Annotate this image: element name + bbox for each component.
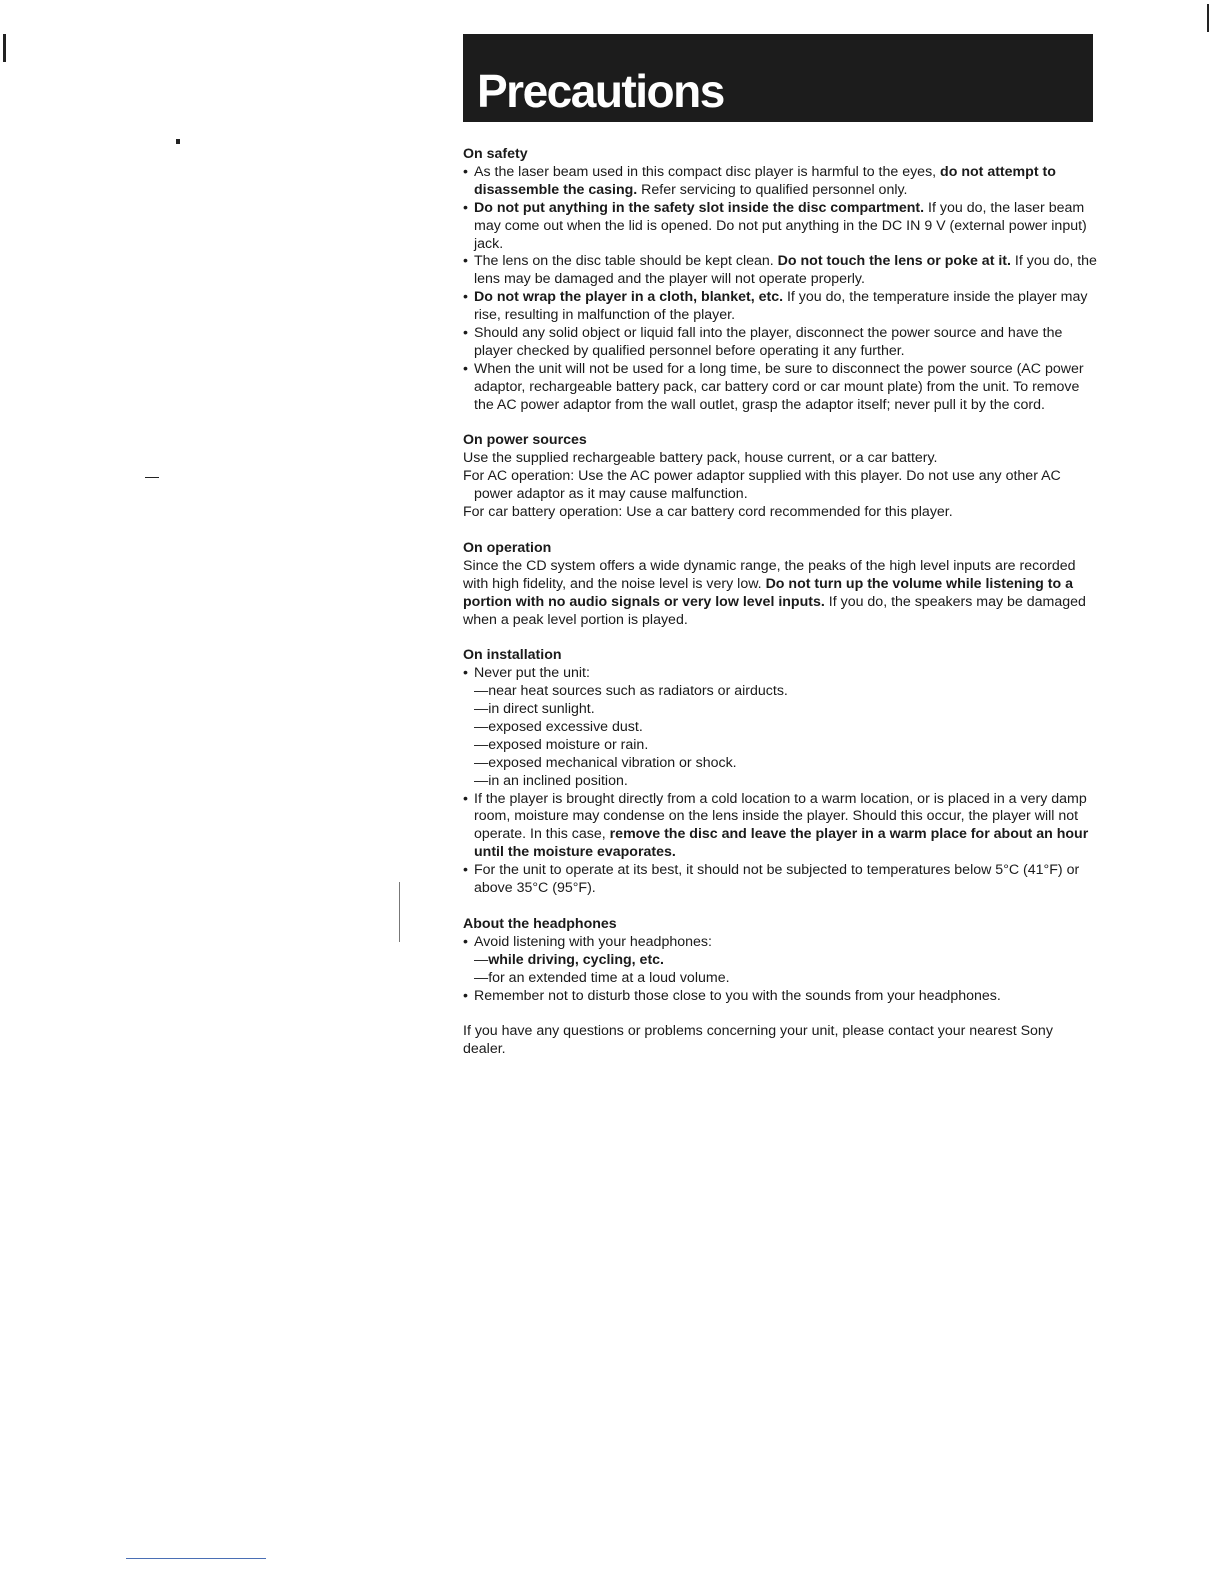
list-item: • Never put the unit: [463,665,1103,683]
list-item: • If the player is brought directly from a cold location to a warm location, or is placed in a very damp room, moisture may condense on the lens inside the player. Should this occur, the player will not operate. In this case, remove the disc and leave the player in a warm place for about an hour until the moisture evaporates. [463,791,1103,863]
section-power-sources [463,432,1103,522]
dash-item: — exposed mechanical vibration or shock. [463,755,1103,773]
section-heading: On power sources [463,432,587,449]
scan-mark [145,477,159,478]
scan-mark [3,34,6,62]
dash-item: — near heat sources such as radiators or airducts. [463,683,1103,701]
section-operation [463,540,1103,630]
section-heading: On installation [463,647,562,664]
scan-mark [1207,4,1209,32]
paragraph: Use the supplied rechargeable battery pack, house current, or a car battery. [463,450,938,467]
dash-item: — in direct sunlight. [463,701,1103,719]
section-heading: On safety [463,146,528,162]
list-item: • Should any solid object or liquid fall into the player, disconnect the power source and have the player checked by qualified personnel before operating it any further. [463,325,1103,361]
section-heading: On operation [463,539,552,556]
list-item: • Do not wrap the player in a cloth, blanket, etc. If you do, the temperature inside the player may rise, resulting in malfunction of the player. [463,289,1103,325]
dash-item: — exposed moisture or rain. [463,737,1103,755]
list-item: • The lens on the disc table should be kept clean. Do not touch the lens or poke at it. If you do, the lens may be damaged and the player will not operate properly. [463,253,1103,289]
dash-item: — for an extended time at a loud volume. [463,970,1103,988]
scan-mark [176,139,180,144]
list-item: • Do not put anything in the safety slot inside the disc compartment. If you do, the laser beam may come out when the lid is opened. Do not put anything in the DC IN 9 V (external power input) jack. [463,200,1103,254]
list-item: • Avoid listening with your headphones: [463,934,1103,952]
list-item: • When the unit will not be used for a long time, be sure to disconnect the power source (AC power adaptor, rechargeable battery pack, car battery cord or car mount plate) from the unit. To remove the AC power adaptor from the wall outlet, grasp the adaptor itself; never pull it by the cord. [463,361,1103,415]
list-item: • As the laser beam used in this compact disc player is harmful to the eyes, do not attempt to disassemble the casing. Refer servicing to qualified personnel only. [463,164,1103,200]
document-body [463,146,1103,1077]
section-closing [463,1023,1103,1059]
section-safety [463,146,1103,415]
section-headphones [463,916,1103,1006]
page-title: Precautions [477,65,724,117]
dash-item: — while driving, cycling, etc. [463,952,1103,970]
section-installation [463,647,1103,898]
paragraph: For car battery operation: Use a car battery cord recommended for this player. [463,504,953,521]
scan-mark [399,882,400,942]
paragraph: For AC operation: Use the AC power adaptor supplied with this player. Do not use any other AC power adaptor as it may cause malfunction. [463,468,1061,503]
title-banner [463,34,1093,122]
list-item: • Remember not to disturb those close to you with the sounds from your headphones. [463,988,1103,1006]
closing-paragraph: If you have any questions or problems concerning your unit, please contact your nearest Sony dealer. [463,1023,1053,1058]
list-item: • For the unit to operate at its best, it should not be subjected to temperatures below 5°C (41°F) or above 35°C (95°F). [463,862,1103,898]
margin-line [126,1558,266,1559]
dash-item: — in an inclined position. [463,773,1103,791]
dash-item: — exposed excessive dust. [463,719,1103,737]
paragraph: Since the CD system offers a wide dynamic range, the peaks of the high level inputs are recorded with high fidelity, and the noise level is very low. Do not turn up the volume while listening to a portion with no audio signals or very low level inputs. If you do, the speakers may be damaged when a peak level portion is played. [463,557,1086,628]
section-heading: About the headphones [463,915,617,932]
